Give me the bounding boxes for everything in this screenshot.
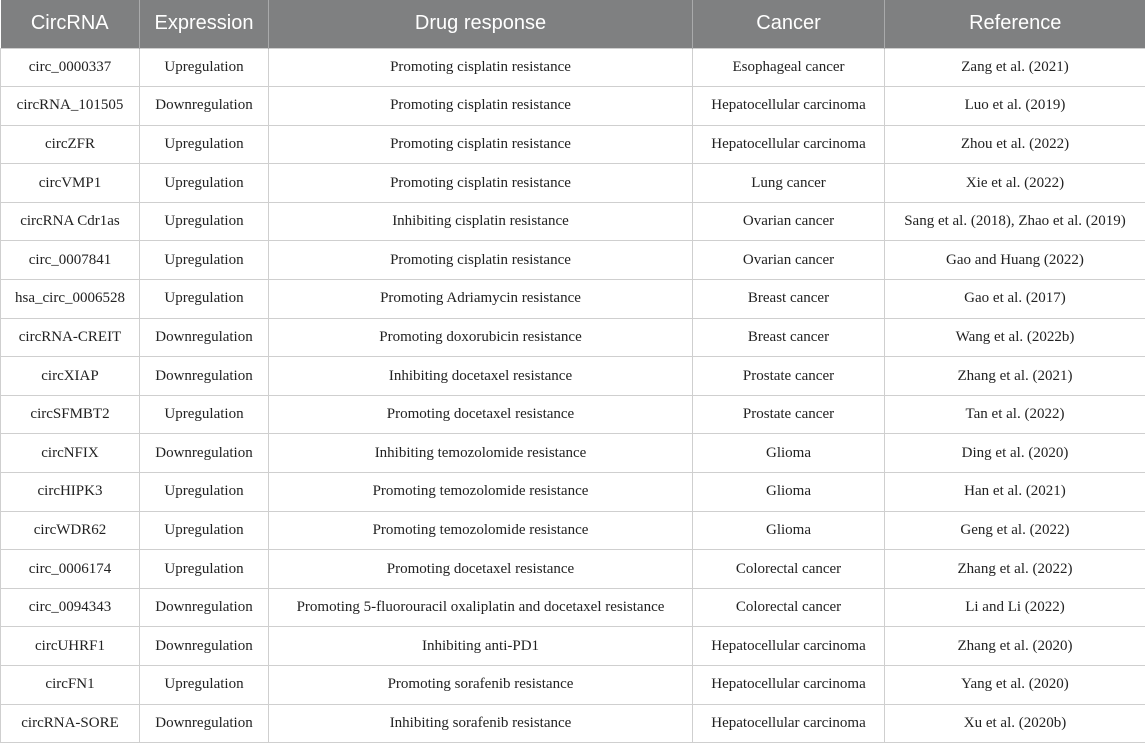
cell-drug-response: Promoting docetaxel resistance (269, 395, 693, 434)
cell-circrna: circXIAP (1, 357, 140, 396)
cell-expression: Upregulation (140, 241, 269, 280)
cell-expression: Upregulation (140, 395, 269, 434)
table-row (1, 357, 1145, 396)
table-row (1, 318, 1145, 357)
cell-cancer: Prostate cancer (693, 357, 885, 396)
cell-drug-response: Promoting cisplatin resistance (269, 48, 693, 87)
table-row (1, 511, 1145, 550)
cell-reference: Xie et al. (2022) (885, 164, 1145, 203)
cell-cancer: Glioma (693, 434, 885, 473)
table-row (1, 202, 1145, 241)
cell-reference: Zhou et al. (2022) (885, 125, 1145, 164)
table-row (1, 164, 1145, 203)
cell-reference: Li and Li (2022) (885, 588, 1145, 627)
cell-drug-response: Promoting cisplatin resistance (269, 87, 693, 126)
table-row (1, 87, 1145, 126)
cell-expression: Upregulation (140, 164, 269, 203)
cell-reference: Luo et al. (2019) (885, 87, 1145, 126)
table-header (1, 0, 1145, 48)
cell-reference: Wang et al. (2022b) (885, 318, 1145, 357)
header-reference: Reference (885, 0, 1145, 48)
cell-drug-response: Promoting temozolomide resistance (269, 473, 693, 512)
cell-circrna: circ_0094343 (1, 588, 140, 627)
header-cancer: Cancer (693, 0, 885, 48)
cell-reference: Han et al. (2021) (885, 473, 1145, 512)
cell-cancer: Esophageal cancer (693, 48, 885, 87)
cell-expression: Upregulation (140, 125, 269, 164)
cell-drug-response: Promoting doxorubicin resistance (269, 318, 693, 357)
cell-cancer: Glioma (693, 473, 885, 512)
cell-circrna: circZFR (1, 125, 140, 164)
cell-circrna: circSFMBT2 (1, 395, 140, 434)
cell-circrna: circUHRF1 (1, 627, 140, 666)
table-body (1, 48, 1145, 743)
cell-reference: Sang et al. (2018), Zhao et al. (2019) (885, 202, 1145, 241)
cell-circrna: circ_0000337 (1, 48, 140, 87)
cell-expression: Upregulation (140, 48, 269, 87)
header-circrna: CircRNA (1, 0, 140, 48)
cell-expression: Upregulation (140, 550, 269, 589)
table-row (1, 395, 1145, 434)
cell-circrna: circ_0006174 (1, 550, 140, 589)
cell-drug-response: Inhibiting anti-PD1 (269, 627, 693, 666)
cell-circrna: circHIPK3 (1, 473, 140, 512)
header-row (1, 0, 1145, 48)
cell-cancer: Hepatocellular carcinoma (693, 627, 885, 666)
cell-circrna: circNFIX (1, 434, 140, 473)
cell-reference: Geng et al. (2022) (885, 511, 1145, 550)
table-row (1, 48, 1145, 87)
cell-circrna: circRNA-SORE (1, 704, 140, 743)
cell-drug-response: Promoting sorafenib resistance (269, 666, 693, 705)
table-row (1, 434, 1145, 473)
table-row (1, 280, 1145, 319)
cell-drug-response: Inhibiting temozolomide resistance (269, 434, 693, 473)
cell-circrna: circRNA_101505 (1, 87, 140, 126)
table-row (1, 588, 1145, 627)
cell-drug-response: Inhibiting docetaxel resistance (269, 357, 693, 396)
table-row (1, 125, 1145, 164)
cell-circrna: circRNA Cdr1as (1, 202, 140, 241)
cell-cancer: Colorectal cancer (693, 588, 885, 627)
cell-reference: Xu et al. (2020b) (885, 704, 1145, 743)
cell-expression: Downregulation (140, 627, 269, 666)
table-row (1, 666, 1145, 705)
cell-expression: Downregulation (140, 588, 269, 627)
cell-expression: Upregulation (140, 202, 269, 241)
cell-cancer: Prostate cancer (693, 395, 885, 434)
cell-circrna: circVMP1 (1, 164, 140, 203)
cell-drug-response: Promoting 5-fluorouracil oxaliplatin and docetaxel resistance (269, 588, 693, 627)
cell-circrna: hsa_circ_0006528 (1, 280, 140, 319)
table-row (1, 473, 1145, 512)
cell-cancer: Ovarian cancer (693, 241, 885, 280)
cell-cancer: Hepatocellular carcinoma (693, 666, 885, 705)
cell-circrna: circ_0007841 (1, 241, 140, 280)
table-row (1, 550, 1145, 589)
cell-expression: Upregulation (140, 666, 269, 705)
cell-cancer: Hepatocellular carcinoma (693, 125, 885, 164)
cell-drug-response: Promoting docetaxel resistance (269, 550, 693, 589)
cell-drug-response: Promoting cisplatin resistance (269, 164, 693, 203)
cell-cancer: Breast cancer (693, 318, 885, 357)
cell-drug-response: Promoting cisplatin resistance (269, 125, 693, 164)
cell-drug-response: Inhibiting sorafenib resistance (269, 704, 693, 743)
cell-reference: Gao and Huang (2022) (885, 241, 1145, 280)
cell-expression: Upregulation (140, 511, 269, 550)
cell-expression: Downregulation (140, 434, 269, 473)
cell-expression: Downregulation (140, 704, 269, 743)
header-drug-response: Drug response (269, 0, 693, 48)
cell-expression: Upregulation (140, 473, 269, 512)
cell-circrna: circFN1 (1, 666, 140, 705)
header-expression: Expression (140, 0, 269, 48)
cell-drug-response: Promoting cisplatin resistance (269, 241, 693, 280)
cell-reference: Ding et al. (2020) (885, 434, 1145, 473)
cell-expression: Downregulation (140, 318, 269, 357)
cell-circrna: circRNA-CREIT (1, 318, 140, 357)
cell-drug-response: Promoting temozolomide resistance (269, 511, 693, 550)
table-row (1, 627, 1145, 666)
table-row (1, 704, 1145, 743)
cell-reference: Tan et al. (2022) (885, 395, 1145, 434)
cell-circrna: circWDR62 (1, 511, 140, 550)
cell-cancer: Lung cancer (693, 164, 885, 203)
cell-reference: Zhang et al. (2021) (885, 357, 1145, 396)
cell-cancer: Hepatocellular carcinoma (693, 87, 885, 126)
cell-cancer: Hepatocellular carcinoma (693, 704, 885, 743)
cell-expression: Downregulation (140, 357, 269, 396)
cell-expression: Upregulation (140, 280, 269, 319)
cell-reference: Yang et al. (2020) (885, 666, 1145, 705)
cell-drug-response: Inhibiting cisplatin resistance (269, 202, 693, 241)
cell-reference: Gao et al. (2017) (885, 280, 1145, 319)
cell-reference: Zang et al. (2021) (885, 48, 1145, 87)
cell-cancer: Ovarian cancer (693, 202, 885, 241)
cell-cancer: Breast cancer (693, 280, 885, 319)
cell-reference: Zhang et al. (2022) (885, 550, 1145, 589)
cell-cancer: Colorectal cancer (693, 550, 885, 589)
cell-reference: Zhang et al. (2020) (885, 627, 1145, 666)
cell-expression: Downregulation (140, 87, 269, 126)
table-row (1, 241, 1145, 280)
cell-drug-response: Promoting Adriamycin resistance (269, 280, 693, 319)
cell-cancer: Glioma (693, 511, 885, 550)
